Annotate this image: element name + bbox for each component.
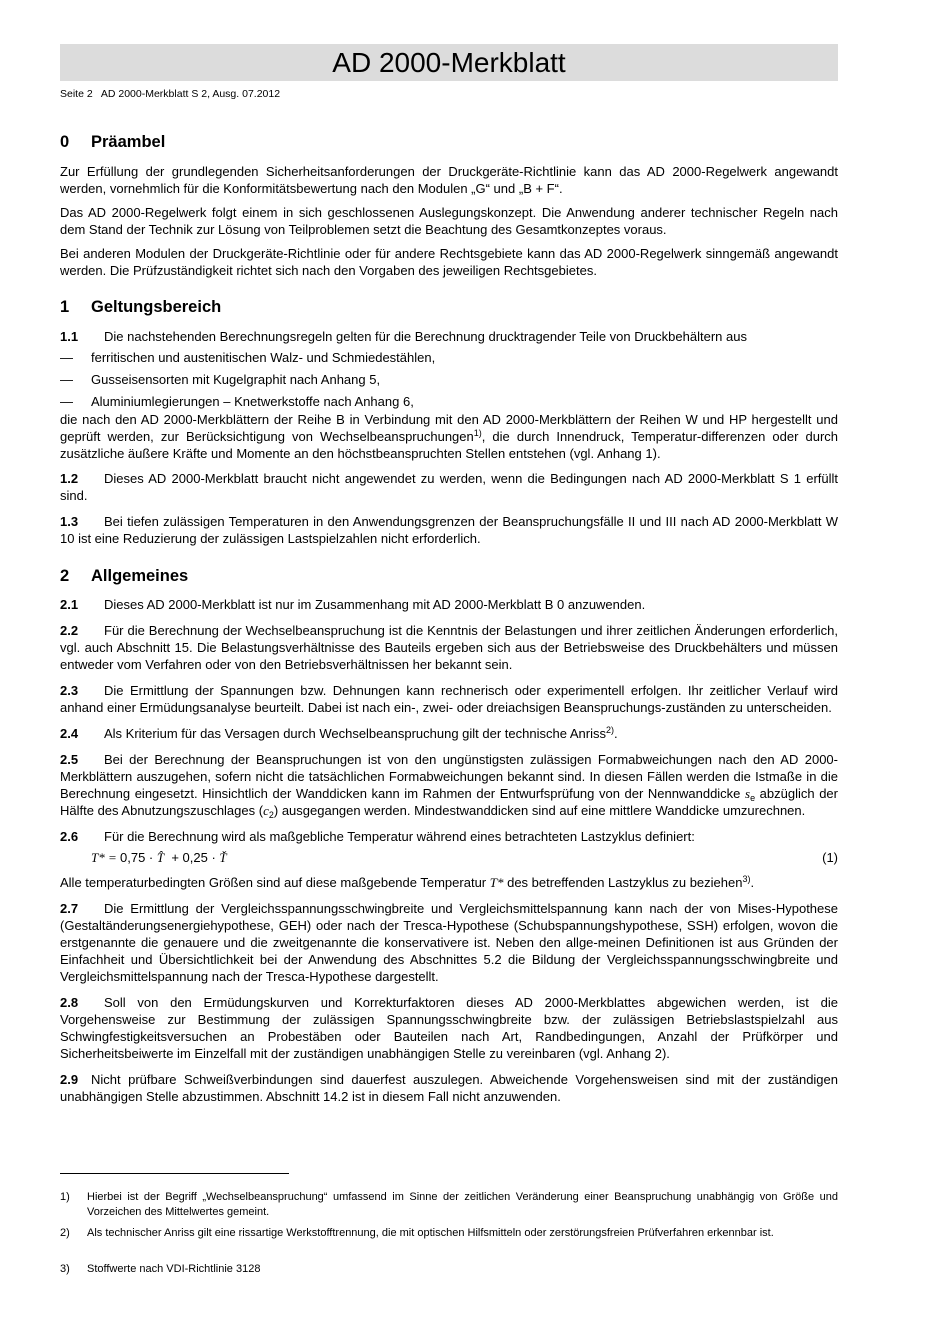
paragraph-text: Die Ermittlung der Vergleichsspannungsschwingbreite und Vergleichsmittelspannung kann nach der von Mises-Hypothese (Gestaltänderungsenergiehypothese, GEH) oder nach der Tresca-Hypothese (Schubspannungshypothese, SSH) erfolgen, wovon die erstgenannte die genauere und die zweitgenannte die konservativere ist. Neben den allge-meinen Definitionen ist aus Gründen der Einfachheit und Übersichtlichkeit bei der Anwendung des Abschnittes 5.2 die Bildung der Vergleichsspannungsschwingbreite und Vergleichsmittelspannung nach der Tresca-Hypothese dargestellt.: [60, 901, 838, 984]
subsection-number: 2.9: [60, 1072, 79, 1087]
document-page: [60, 44, 838, 1105]
paragraph: [60, 411, 838, 462]
section-number: 2: [60, 567, 70, 585]
footnote-text: Als technischer Anriss gilt eine rissartige Werkstofftrennung, die mit optischen Hilfsmitteln oder zerstörungsfreien Prüfverfahren erkennbar ist.: [87, 1227, 774, 1239]
equation-symbol: Ť: [219, 850, 227, 865]
equation-symbol: T̂: [156, 850, 165, 865]
symbol: T*: [489, 875, 504, 890]
paragraph-1-3: [60, 513, 838, 547]
paragraph-text: Soll von den Ermüdungskurven und Korrekturfaktoren dieses AD 2000-Merkblattes abgewichen werden, ist die Vorgehensweise zur Bestimmung der zulässigen Spannungsschwingbreite bzw. der zulässigen Betriebslastspielzahl aus Schwingfestigkeitsversuchen an Probestäben oder Bauteilen nach Art, Randbedingungen, Anzahl der Prüfkörper und Sicherheitsbeiwerte im Einzelfall mit der zuständigen unabhängigen Stelle zu vereinbaren (vgl. Anhang 2).: [60, 995, 838, 1061]
dash-marker: —: [60, 350, 73, 365]
paragraph-text: Nicht prüfbare Schweißverbindungen sind dauerfest auszulegen. Abweichende Vorgehensweisen sind mit der zuständigen unabhängigen Stelle abzustimmen. Abschnitt 14.2 ist in diesem Fall nicht anzuwenden.: [60, 1072, 838, 1104]
footnote-mark: 1): [60, 1191, 70, 1203]
section-0-heading: [60, 133, 838, 152]
subsection-number: 2.4: [60, 726, 79, 741]
paragraph-text: Für die Berechnung der Wechselbeanspruchung ist die Kenntnis der Belastungen und ihrer zeitlichen Änderungen erforderlich, vgl. auch Abschnitt 15. Die Belastungsverhältnisse des Bauteils ergeben sich aus der Betriebsweise des Druckbehälters und müssen entweder vom Verfahren oder von den Betriebsverhältnissen her bekannt sein.: [60, 623, 838, 672]
subscript: 2: [268, 810, 274, 820]
paragraph-text: Alle temperaturbedingten Größen sind auf diese maßgebende Temperatur: [60, 875, 490, 890]
paragraph-text: , die durch Innendruck, Temperatur-differenzen oder durch zusätzliche äußere Kräfte und Momente an den höchstbeanspruchten Stellen entstehen (vgl. Anhang 1).: [60, 429, 839, 461]
paragraph-2-7: [60, 900, 838, 985]
equation-lhs: T* =: [91, 850, 121, 865]
punctuation: .: [613, 726, 618, 741]
footnote-separator: [60, 1173, 289, 1174]
dash-marker: —: [60, 372, 73, 387]
paragraph-text: Als Kriterium für das Versagen durch Wechselbeanspruchung gilt der technische Anriss: [104, 726, 606, 741]
subsection-number: 2.6: [60, 829, 79, 844]
subsection-number: 2.1: [60, 597, 79, 612]
footnote-ref: 1): [473, 428, 482, 438]
paragraph-text: des betreffenden Lastzyklus zu beziehen: [503, 875, 743, 890]
paragraph-text: Für die Berechnung wird als maßgebliche Temperatur während eines betrachteten Lastzyklus definiert:: [104, 829, 695, 844]
dash-marker: —: [60, 394, 73, 409]
subsection-number: 1.2: [60, 471, 79, 486]
paragraph-text: abzüglich der Hälfte des Abnutzungszuschlages (: [60, 786, 838, 818]
paragraph-1-1: [60, 328, 838, 345]
section-number: 0: [60, 133, 70, 151]
paragraph-text: die nach den AD 2000-Merkblättern der Reihe B in Verbindung mit den AD 2000-Merkblättern der Reihen W und HP hergestellt und geprüft werden, zur Berücksichtigung von Wechselbeanspruchungen: [60, 412, 838, 444]
symbol: s: [745, 786, 751, 801]
paragraph-text: Bei der Berechnung der Beanspruchungen ist von den ungünstigsten zulässigen Formabweichungen nach den AD 2000-Merkblättern auszugehen, sofern nicht die tatsächlichen Formabweichungen bekannt sind. In diesen Fällen werden die Istmaße in die Berechnung eingesetzt. Hinsichtlich der Wanddicken kann im Rahmen der Entwurfsprüfung von der Nennwanddicke: [60, 752, 838, 801]
paragraph-2-1: [60, 596, 838, 613]
footnote-ref: 2): [605, 725, 614, 735]
paragraph-2-3: [60, 682, 838, 716]
subsection-number: 1.3: [60, 514, 79, 529]
subsection-number: 2.3: [60, 683, 79, 698]
paragraph-1-2: [60, 470, 838, 504]
paragraph-text: Dieses AD 2000-Merkblatt braucht nicht angewendet zu werden, wenn die Bedingungen nach AD 2000-Merkblatt S 1 erfüllt sind.: [60, 471, 838, 503]
paragraph-text: Die Ermittlung der Spannungen bzw. Dehnungen kann rechnerisch oder experimentell erfolgen. Ihr zeitlicher Verlauf wird anhand einer Ermüdungsanalyse beurteilt. Dabei ist nach ein-, zwei- oder dreiachsigen Beanspruchungs-zuständen zu unterscheiden.: [60, 683, 838, 715]
paragraph: Bei anderen Modulen der Druckgeräte-Richtlinie oder für andere Rechtsgebiete kann das AD 2000-Regelwerk sinngemäß angewandt werden. Die Prüfzuständigkeit richtet sich nach den Vorgaben des jeweiligen Rechtsgebietes.: [60, 246, 838, 278]
section-2-heading: [60, 567, 838, 586]
paragraph-2-6: [60, 828, 838, 845]
paragraph-text: Dieses AD 2000-Merkblatt ist nur im Zusammenhang mit AD 2000-Merkblatt B 0 anzuwenden.: [104, 597, 646, 612]
paragraph-text: Die nachstehenden Berechnungsregeln gelten für die Berechnung drucktragender Teile von Druckbehältern aus: [104, 329, 747, 344]
list-item-text: Gusseisensorten mit Kugelgraphit nach Anhang 5,: [91, 372, 381, 387]
list-item-text: Aluminiumlegierungen – Knetwerkstoffe nach Anhang 6,: [91, 394, 414, 409]
footnote-3: [60, 1262, 838, 1277]
paragraph-2-9: [60, 1071, 838, 1105]
equation-operator: +: [164, 850, 183, 865]
list-item: [60, 371, 838, 388]
section-number: 1: [60, 298, 70, 316]
equation-coefficient: 0,75 ·: [120, 850, 157, 865]
footnote-2: [60, 1226, 838, 1241]
paragraph: [60, 874, 838, 891]
punctuation: .: [750, 875, 755, 890]
footnote-mark: 3): [60, 1263, 70, 1275]
subsection-number: 2.2: [60, 623, 79, 638]
section-title: Geltungsbereich: [91, 298, 222, 316]
footnote-mark: 2): [60, 1227, 70, 1239]
subsection-number: 2.8: [60, 995, 79, 1010]
banner-title: AD 2000-Merkblatt: [60, 44, 838, 81]
list-item-text: ferritischen und austenitischen Walz- und Schmiedestählen,: [91, 350, 436, 365]
section-title: Allgemeines: [91, 567, 189, 585]
paragraph-text: Bei tiefen zulässigen Temperaturen in den Anwendungsgrenzen der Beanspruchungsfälle II und III nach AD 2000-Merkblatt W 10 ist eine Reduzierung der zulässigen Lastspielzahlen nicht erforderlich.: [60, 514, 838, 546]
subscript: e: [750, 793, 756, 803]
paragraph: Zur Erfüllung der grundlegenden Sicherheitsanforderungen der Druckgeräte-Richtlinie kann das AD 2000-Regelwerk angewandt werden, vornehmlich für die Konformitätsbewertung nach den Modulen „G“ und „B + F“.: [60, 164, 838, 196]
list-item: [60, 393, 838, 410]
paragraph-2-2: [60, 622, 838, 673]
footnote-text: Hierbei ist der Begriff „Wechselbeanspruchung“ umfassend im Sinne der zeitlichen Veränderung einer Beanspruchung unabhängig von Größe und Vorzeichen des Mittelwertes gemeint.: [87, 1191, 838, 1218]
page-info: Seite 2 AD 2000-Merkblatt S 2, Ausg. 07.2012: [60, 88, 281, 100]
paragraph-2-4: [60, 725, 838, 742]
equation-body: [91, 849, 227, 866]
paragraph-text: ) ausgegangen werden. Mindestwanddicken sind auf eine mittlere Wanddicke umzurechnen.: [273, 803, 806, 818]
footnote-1: [60, 1190, 838, 1220]
equation-coefficient: 0,25 ·: [182, 850, 220, 865]
symbol: c: [263, 803, 269, 818]
paragraph-2-8: [60, 994, 838, 1062]
paragraph-2-5: [60, 751, 838, 819]
subsection-number: 1.1: [60, 329, 79, 344]
equation-number: (1): [822, 850, 838, 865]
list-item: [60, 349, 838, 366]
equation: [60, 849, 838, 866]
section-1-heading: [60, 298, 838, 317]
footnote-ref: 3): [742, 874, 751, 884]
section-title: Präambel: [91, 133, 166, 151]
paragraph: Das AD 2000-Regelwerk folgt einem in sich geschlossenen Auslegungskonzept. Die Anwendung anderer technischer Regeln nach dem Stand der Technik zur Lösung von Teilproblemen setzt die Beachtung des Gesamtkonzeptes voraus.: [60, 205, 838, 237]
subsection-number: 2.7: [60, 901, 79, 916]
footnote-text: Stoffwerte nach VDI-Richtlinie 3128: [87, 1263, 261, 1275]
subsection-number: 2.5: [60, 752, 79, 767]
